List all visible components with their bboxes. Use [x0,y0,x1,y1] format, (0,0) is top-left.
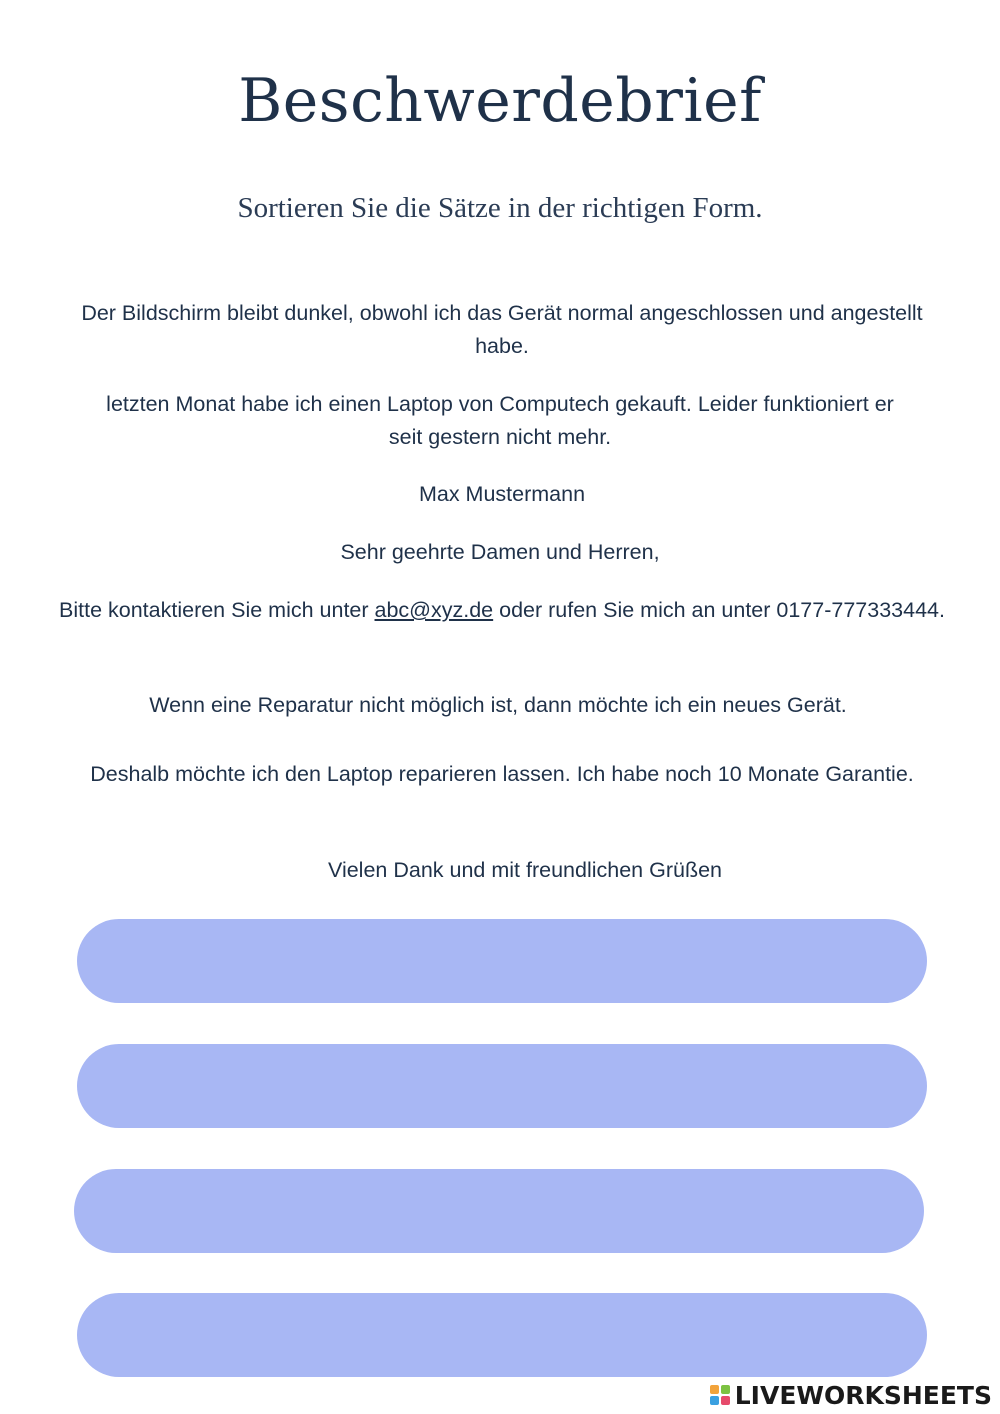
page-title: Beschwerdebrief [238,66,762,136]
drop-zone-1[interactable] [77,919,927,1003]
liveworksheets-logo-icon [710,1385,730,1405]
sentence-text-after: oder rufen Sie mich an unter 0177-777333444. [493,598,945,622]
draggable-sentence[interactable]: Sehr geehrte Damen und Herren, [340,540,660,564]
drop-zone-2[interactable] [77,1044,927,1128]
draggable-sentence[interactable]: Deshalb möchte ich den Laptop reparieren lassen. Ich habe noch 10 Monate Garantie. [90,762,914,786]
email-link[interactable]: abc@xyz.de [374,598,494,622]
draggable-sentence[interactable]: Max Mustermann [418,482,586,506]
liveworksheets-brand [710,1378,992,1412]
brand-name: LIVEWORKSHEETS [734,1380,992,1410]
draggable-sentence[interactable]: Vielen Dank und mit freundlichen Grüßen [328,858,722,882]
draggable-sentence[interactable]: Der Bildschirm bleibt dunkel, obwohl ich das Gerät normal angeschlossen und angestellt habe. [81,301,923,358]
draggable-sentence[interactable] [40,594,964,627]
instructions-subtitle: Sortieren Sie die Sätze in der richtigen Form. [237,192,763,224]
draggable-sentence[interactable]: Wenn eine Reparatur nicht möglich ist, dann möchte ich ein neues Gerät. [149,693,847,717]
draggable-sentence[interactable]: letzten Monat habe ich einen Laptop von Computech gekauft. Leider funktioniert er seit gestern nicht mehr. [106,392,894,449]
drop-zone-4[interactable] [77,1293,927,1377]
sentence-text-before: Bitte kontaktieren Sie mich unter [59,598,375,622]
drop-zone-3[interactable] [74,1169,924,1253]
